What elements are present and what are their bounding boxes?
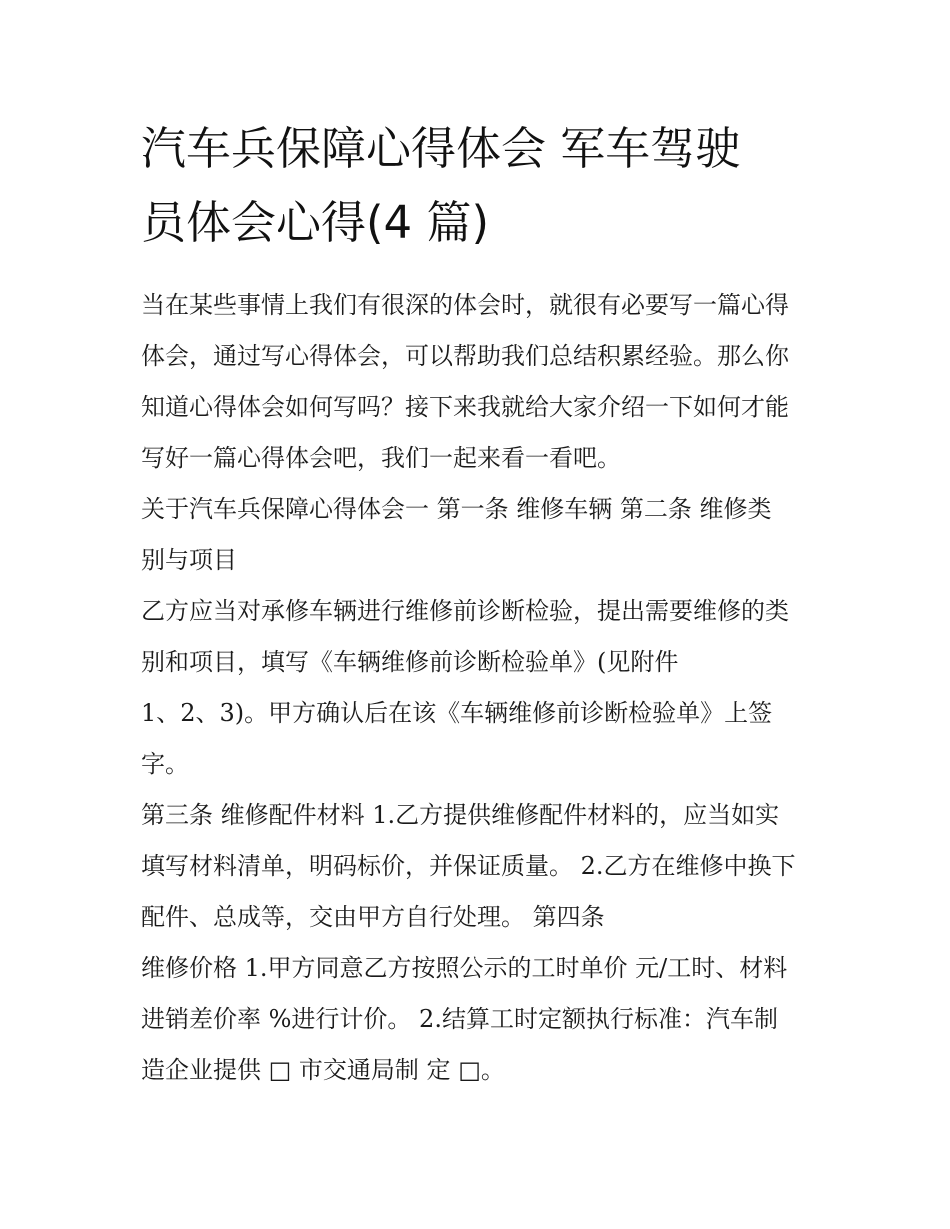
title-line: 汽车兵保障心得体会 军车驾驶 bbox=[141, 122, 741, 175]
document-page bbox=[141, 112, 821, 1096]
body-line: 配件、总成等，交由甲方自行处理。 第四条 bbox=[141, 903, 605, 931]
title-line: 员体会心得(4 篇) bbox=[141, 196, 490, 249]
body-line: 填写材料清单，明码标价，并保证质量。 2.乙方在维修中换下 bbox=[141, 852, 796, 880]
body-line: 乙方应当对承修车辆进行维修前诊断检验，提出需要维修的类 bbox=[141, 597, 789, 625]
body-line: 当在某些事情上我们有很深的体会时，就很有必要写一篇心得 bbox=[141, 291, 789, 319]
body-line: 别与项目 bbox=[141, 546, 237, 574]
body-line: 维修价格 1.甲方同意乙方按照公示的工时单价 元/工时、材料 bbox=[141, 954, 788, 982]
document-body bbox=[141, 280, 821, 1096]
document-title bbox=[141, 112, 821, 260]
body-line: 进销差价率 %进行计价。 2.结算工时定额执行标准：汽车制 bbox=[141, 1005, 778, 1033]
body-line: 字。 bbox=[141, 750, 189, 778]
body-line: 造企业提供 □ 市交通局制 定 □。 bbox=[141, 1056, 505, 1084]
body-line: 第三条 维修配件材料 1.乙方提供维修配件材料的，应当如实 bbox=[141, 801, 780, 829]
body-line: 体会，通过写心得体会，可以帮助我们总结积累经验。那么你 bbox=[141, 342, 789, 370]
body-line: 知道心得体会如何写吗？接下来我就给大家介绍一下如何才能 bbox=[141, 393, 789, 421]
body-line: 关于汽车兵保障心得体会一 第一条 维修车辆 第二条 维修类 bbox=[141, 495, 772, 523]
body-line: 写好一篇心得体会吧，我们一起来看一看吧。 bbox=[141, 444, 621, 472]
body-line: 1、2、3)。甲方确认后在该《车辆维修前诊断检验单》上签 bbox=[141, 699, 773, 727]
body-line: 别和项目，填写《车辆维修前诊断检验单》(见附件 bbox=[141, 648, 679, 676]
